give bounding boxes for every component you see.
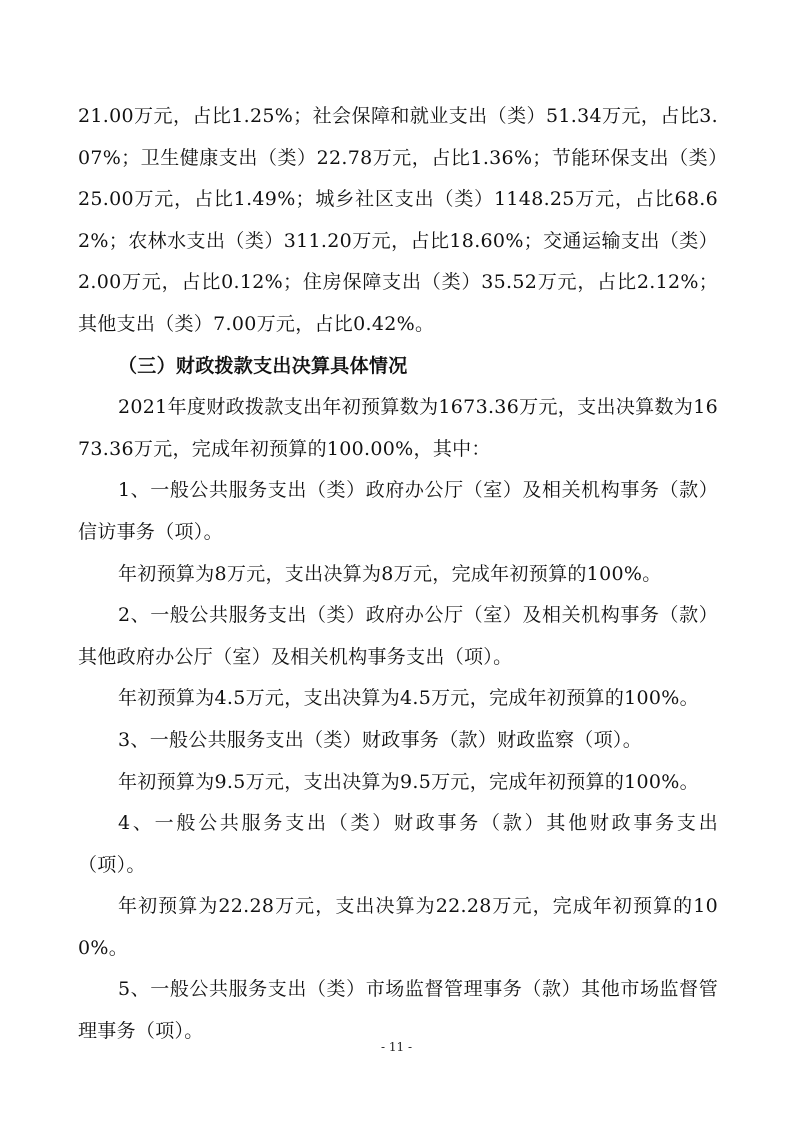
- item-1-detail: 年初预算为8万元，支出决算为8万元，完成年初预算的100%。: [118, 562, 662, 585]
- paragraph-budget-summary: 2021年度财政拨款支出年初预算数为1673.36万元，支出决算数为1673.36万元，完成年初预算的100.00%，其中：: [78, 396, 718, 460]
- item-2-title: 2、一般公共服务支出（类）政府办公厅（室）及相关机构事务（款）其他政府办公厅（室）及相关机构事务支出（项）。: [78, 604, 718, 668]
- item-5-title: 5、一般公共服务支出（类）市场监督管理事务（款）其他市场监督管理事务（项）。: [78, 978, 718, 1043]
- item-4-title: 4、一般公共服务支出（类）财政事务（款）其他财政事务支出（项）。: [78, 812, 718, 876]
- paragraph-expenditure-breakdown: 21.00万元，占比1.25%；社会保障和就业支出（类）51.34万元，占比3.07%；卫生健康支出（类）22.78万元，占比1.36%；节能环保支出（类）25.00万元，占比1.49%；城乡社区支出（类）1148.25万元，占比68.62%；农林水支出（类）311.20万元，占比18.60%；交通运输支出（类）2.00万元，占比0.12%；住房保障支出（类）35.52万元，占比2.12%；其他支出（类）7.00万元，占比0.42%。: [78, 105, 718, 335]
- section-heading: （三）财政拨款支出决算具体情况: [118, 354, 408, 377]
- item-4-detail: 年初预算为22.28万元，支出决算为22.28万元，完成年初预算的100%。: [78, 895, 718, 959]
- page-number: - 11 -: [380, 1040, 412, 1054]
- item-3-detail: 年初预算为9.5万元，支出决算为9.5万元，完成年初预算的100%。: [118, 770, 699, 793]
- item-3-title: 3、一般公共服务支出（类）财政事务（款）财政监察（项）。: [118, 728, 642, 751]
- document-body: [78, 96, 718, 1053]
- item-1-title: 1、一般公共服务支出（类）政府办公厅（室）及相关机构事务（款）信访事务（项）。: [78, 479, 718, 543]
- item-2-detail: 年初预算为4.5万元，支出决算为4.5万元，完成年初预算的100%。: [118, 687, 699, 710]
